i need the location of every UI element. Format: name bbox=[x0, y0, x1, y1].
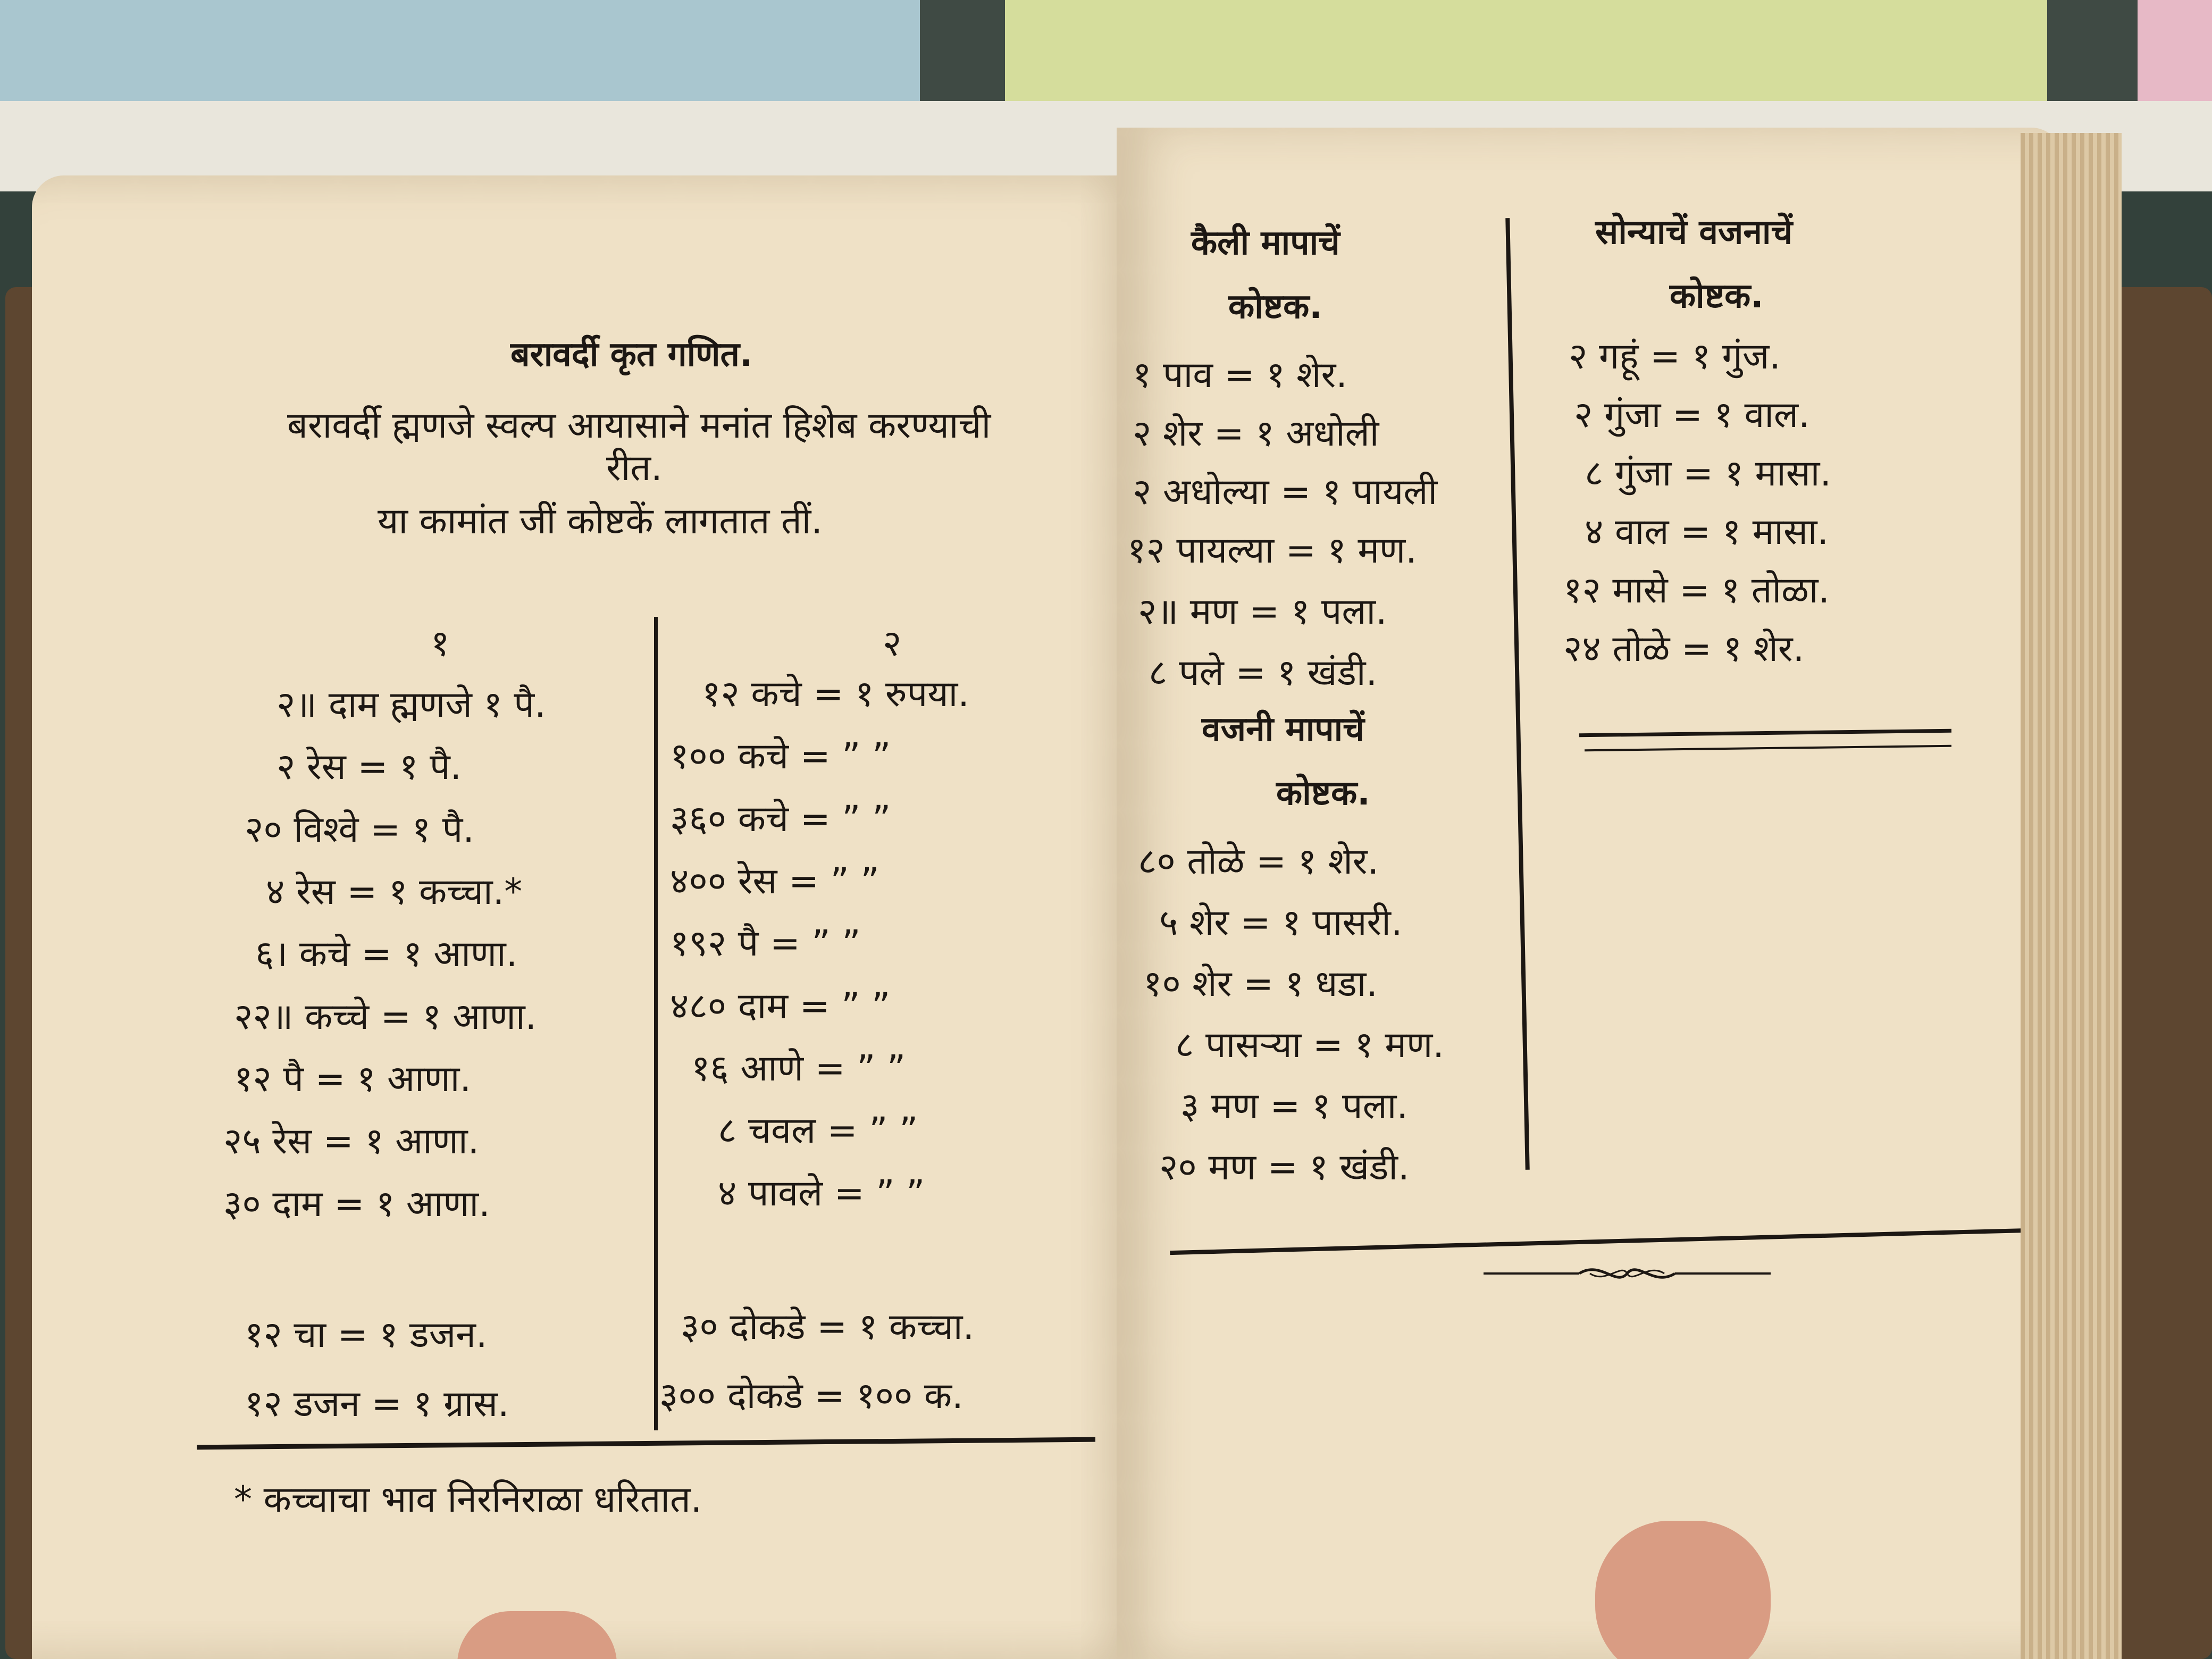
left-page-subtitle: या कामांत जीं कोष्टकें लागतात तीं. bbox=[378, 500, 823, 542]
right-page bbox=[1117, 128, 2063, 1659]
left-page-intro-cont: रीत. bbox=[606, 447, 663, 489]
kelee-title: कैली मापाचें bbox=[1191, 223, 1340, 263]
table1-row: २ रेस = १ पै. bbox=[276, 746, 462, 788]
page-edges bbox=[2021, 133, 2122, 1659]
sone-row: २ गुंजा = १ वाल. bbox=[1574, 394, 1810, 436]
background-poster-pink bbox=[2138, 0, 2212, 101]
sone-row: २४ तोळे = १ शेर. bbox=[1563, 628, 1805, 670]
kelee-row: २ शेर = १ अधोली bbox=[1133, 413, 1379, 455]
table2-row: १६ आणे = ” ” bbox=[691, 1048, 906, 1090]
sone-row: ८ गुंजा = १ मासा. bbox=[1585, 453, 1831, 495]
table1-row: २॥ दाम ह्मणजे १ पै. bbox=[276, 684, 546, 726]
sone-row: २ गहूं = १ गुंज. bbox=[1569, 336, 1781, 378]
table1-row: ४ रेस = १ कच्चा.* bbox=[266, 871, 523, 913]
sone-row: ४ वाल = १ मासा. bbox=[1585, 511, 1829, 553]
right-thumb bbox=[1595, 1521, 1771, 1659]
kelee-row: १ पाव = १ शेर. bbox=[1133, 354, 1347, 396]
sone-rule-1 bbox=[1579, 729, 1951, 738]
table2-row: १०० कचे = ” ” bbox=[670, 735, 891, 777]
col2-heading: २ bbox=[883, 623, 902, 665]
ornament-flourish bbox=[1484, 1258, 1771, 1289]
left-page-intro: बरावर्दी ह्मणजे स्वल्प आयासाने मनांत हिशेब करण्याची bbox=[287, 405, 991, 447]
wajan-row: ५ शेर = १ पासरी. bbox=[1159, 902, 1403, 944]
sone-row: १२ मासे = १ तोळा. bbox=[1563, 569, 1830, 611]
table-bottom-rule bbox=[197, 1437, 1095, 1450]
bottom1-row: १२ डजन = १ ग्रास. bbox=[245, 1383, 509, 1425]
bottom2-row: ३०० दोकडे = १०० क. bbox=[659, 1375, 963, 1417]
table2-row: ४ पावले = ” ” bbox=[718, 1172, 925, 1214]
table2-row: ४०० रेस = ” ” bbox=[670, 860, 879, 902]
right-page-bottom-rule bbox=[1170, 1227, 2063, 1255]
table1-row: २० विश्वे = १ पै. bbox=[245, 809, 474, 851]
kelee-row: ८ पले = १ खंडी. bbox=[1149, 652, 1378, 694]
background-poster-green bbox=[1005, 0, 2047, 101]
table2-row: ८ चवल = ” ” bbox=[718, 1110, 918, 1152]
table2-row: १२ कचे = १ रुपया. bbox=[702, 673, 969, 715]
kelee-row: १२ पायल्या = १ मण. bbox=[1127, 530, 1417, 572]
wajan-row: १० शेर = १ धडा. bbox=[1143, 963, 1378, 1005]
column-divider bbox=[654, 617, 658, 1430]
wajan-title-2: कोष्टक. bbox=[1276, 774, 1370, 813]
wajan-row: २० मण = १ खंडी. bbox=[1159, 1146, 1410, 1188]
col1-heading: १ bbox=[431, 623, 450, 665]
kelee-row: २ अधोल्या = १ पायली bbox=[1133, 471, 1438, 513]
table2-row: ३६० कचे = ” ” bbox=[670, 798, 891, 840]
wajan-row: ३ मण = १ पला. bbox=[1180, 1085, 1408, 1127]
bottom1-row: १२ चा = १ डजन. bbox=[245, 1314, 488, 1356]
sone-title: सोन्याचें वजनाचें bbox=[1595, 213, 1793, 252]
table1-row: २५ रेस = १ आणा. bbox=[223, 1120, 480, 1162]
sone-rule-2 bbox=[1585, 745, 1951, 751]
right-column-divider bbox=[1505, 218, 1529, 1170]
background-poster-blue bbox=[0, 0, 920, 101]
wajan-row: ८० तोळे = १ शेर. bbox=[1138, 841, 1379, 883]
wajan-row: ८ पासऱ्या = १ मण. bbox=[1175, 1024, 1444, 1066]
table1-row: ३० दाम = १ आणा. bbox=[223, 1183, 490, 1225]
table1-row: १२ पै = १ आणा. bbox=[234, 1058, 472, 1100]
left-page-title: बरावर्दी कृत गणित. bbox=[510, 335, 753, 374]
left-page bbox=[32, 175, 1143, 1659]
bottom2-row: ३० दोकडे = १ कच्चा. bbox=[681, 1306, 975, 1348]
sone-title-2: कोष्टक. bbox=[1670, 276, 1764, 316]
table2-row: १९२ पै = ” ” bbox=[670, 923, 861, 965]
wajan-title: वजनी मापाचें bbox=[1202, 710, 1364, 749]
kelee-row: २॥ मण = १ पला. bbox=[1138, 591, 1387, 633]
table1-row: ६। कचे = १ आणा. bbox=[255, 933, 518, 975]
table2-row: ४८० दाम = ” ” bbox=[670, 985, 891, 1027]
footnote: * कच्चाचा भाव निरनिराळा धरितात. bbox=[234, 1479, 702, 1521]
left-thumb bbox=[457, 1611, 617, 1659]
table1-row: २२॥ कच्चे = १ आणा. bbox=[234, 996, 537, 1038]
kelee-title-2: कोष्टक. bbox=[1228, 287, 1322, 326]
